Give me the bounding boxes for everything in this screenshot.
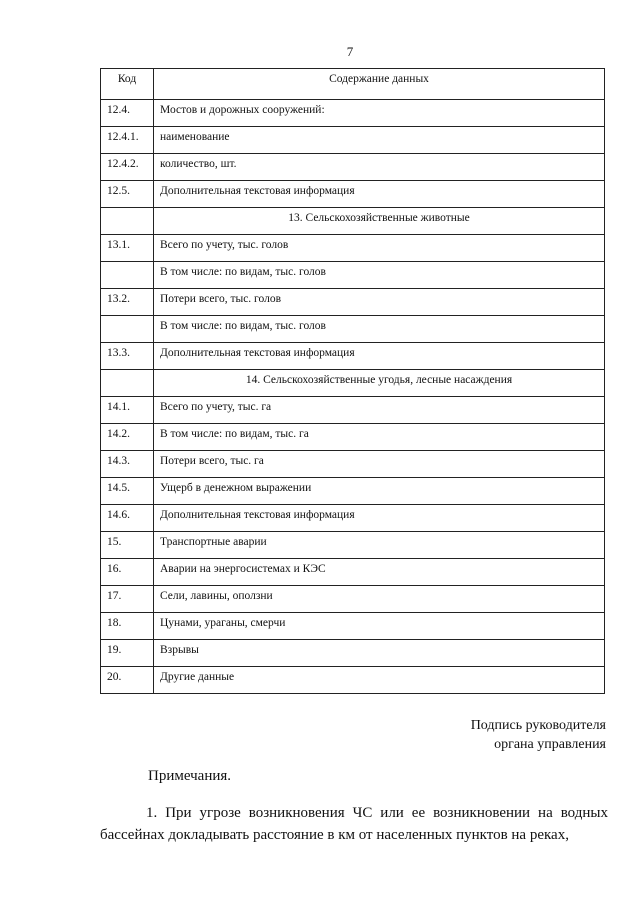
row-code xyxy=(101,370,154,397)
row-code: 13.1. xyxy=(101,235,154,262)
row-content: Ущерб в денежном выражении xyxy=(154,478,605,505)
row-code xyxy=(101,208,154,235)
table-row xyxy=(101,316,605,343)
row-code: 20. xyxy=(101,667,154,694)
row-content: наименование xyxy=(154,127,605,154)
table-body xyxy=(101,100,605,694)
column-header-content: Содержание данных xyxy=(154,69,605,100)
notes-title: Примечания. xyxy=(148,768,232,784)
row-content: количество, шт. xyxy=(154,154,605,181)
row-code xyxy=(101,316,154,343)
row-content: Дополнительная текстовая информация xyxy=(154,181,605,208)
table-row xyxy=(101,343,605,370)
row-content: В том числе: по видам, тыс. га xyxy=(154,424,605,451)
row-code: 19. xyxy=(101,640,154,667)
row-content: В том числе: по видам, тыс. голов xyxy=(154,262,605,289)
table-row xyxy=(101,640,605,667)
row-code: 14.6. xyxy=(101,505,154,532)
data-table xyxy=(100,68,605,694)
row-content: Дополнительная текстовая информация xyxy=(154,505,605,532)
row-code: 12.4. xyxy=(101,100,154,127)
row-code: 12.4.1. xyxy=(101,127,154,154)
table-row xyxy=(101,559,605,586)
row-content: Мостов и дорожных сооружений: xyxy=(154,100,605,127)
row-content: Взрывы xyxy=(154,640,605,667)
table-row xyxy=(101,181,605,208)
signature-line-2: органа управления xyxy=(494,737,606,752)
row-content: Другие данные xyxy=(154,667,605,694)
row-content: Сели, лавины, оползни xyxy=(154,586,605,613)
row-code: 14.1. xyxy=(101,397,154,424)
table-row xyxy=(101,478,605,505)
note-paragraph: 1. При угрозе возникновения ЧС или ее возникновении на водных бассейнах докладывать расстояние в км от населенных пунктов на реках, xyxy=(100,805,608,843)
table-row xyxy=(101,667,605,694)
row-content: Всего по учету, тыс. га xyxy=(154,397,605,424)
table-row xyxy=(101,424,605,451)
row-content: Транспортные аварии xyxy=(154,532,605,559)
row-code: 16. xyxy=(101,559,154,586)
row-code: 18. xyxy=(101,613,154,640)
table-row xyxy=(101,586,605,613)
row-code: 13.3. xyxy=(101,343,154,370)
row-code: 12.5. xyxy=(101,181,154,208)
row-content: Потери всего, тыс. га xyxy=(154,451,605,478)
table-row xyxy=(101,505,605,532)
table-row xyxy=(101,235,605,262)
table-row xyxy=(101,262,605,289)
row-code: 13.2. xyxy=(101,289,154,316)
section-title: 14. Сельскохозяйственные угодья, лесные насаждения xyxy=(154,370,605,397)
row-content: Аварии на энергосистемах и КЭС xyxy=(154,559,605,586)
row-code: 14.3. xyxy=(101,451,154,478)
table-row xyxy=(101,127,605,154)
row-code xyxy=(101,262,154,289)
row-content: В том числе: по видам, тыс. голов xyxy=(154,316,605,343)
table-row xyxy=(101,451,605,478)
column-header-code: Код xyxy=(101,69,154,100)
table-row xyxy=(101,289,605,316)
table-row xyxy=(101,613,605,640)
row-code: 12.4.2. xyxy=(101,154,154,181)
section-row xyxy=(101,208,605,235)
signature-line-1: Подпись руководителя xyxy=(470,718,606,733)
row-code: 15. xyxy=(101,532,154,559)
table-row xyxy=(101,154,605,181)
row-content: Дополнительная текстовая информация xyxy=(154,343,605,370)
section-title: 13. Сельскохозяйственные животные xyxy=(154,208,605,235)
row-content: Цунами, ураганы, смерчи xyxy=(154,613,605,640)
row-code: 14.2. xyxy=(101,424,154,451)
row-content: Всего по учету, тыс. голов xyxy=(154,235,605,262)
row-code: 14.5. xyxy=(101,478,154,505)
row-code: 17. xyxy=(101,586,154,613)
table-header-row xyxy=(101,69,605,100)
row-content: Потери всего, тыс. голов xyxy=(154,289,605,316)
page-number: 7 xyxy=(346,44,354,59)
table-row xyxy=(101,100,605,127)
signature-block xyxy=(471,716,606,754)
table-row xyxy=(101,532,605,559)
table-row xyxy=(101,397,605,424)
section-row xyxy=(101,370,605,397)
